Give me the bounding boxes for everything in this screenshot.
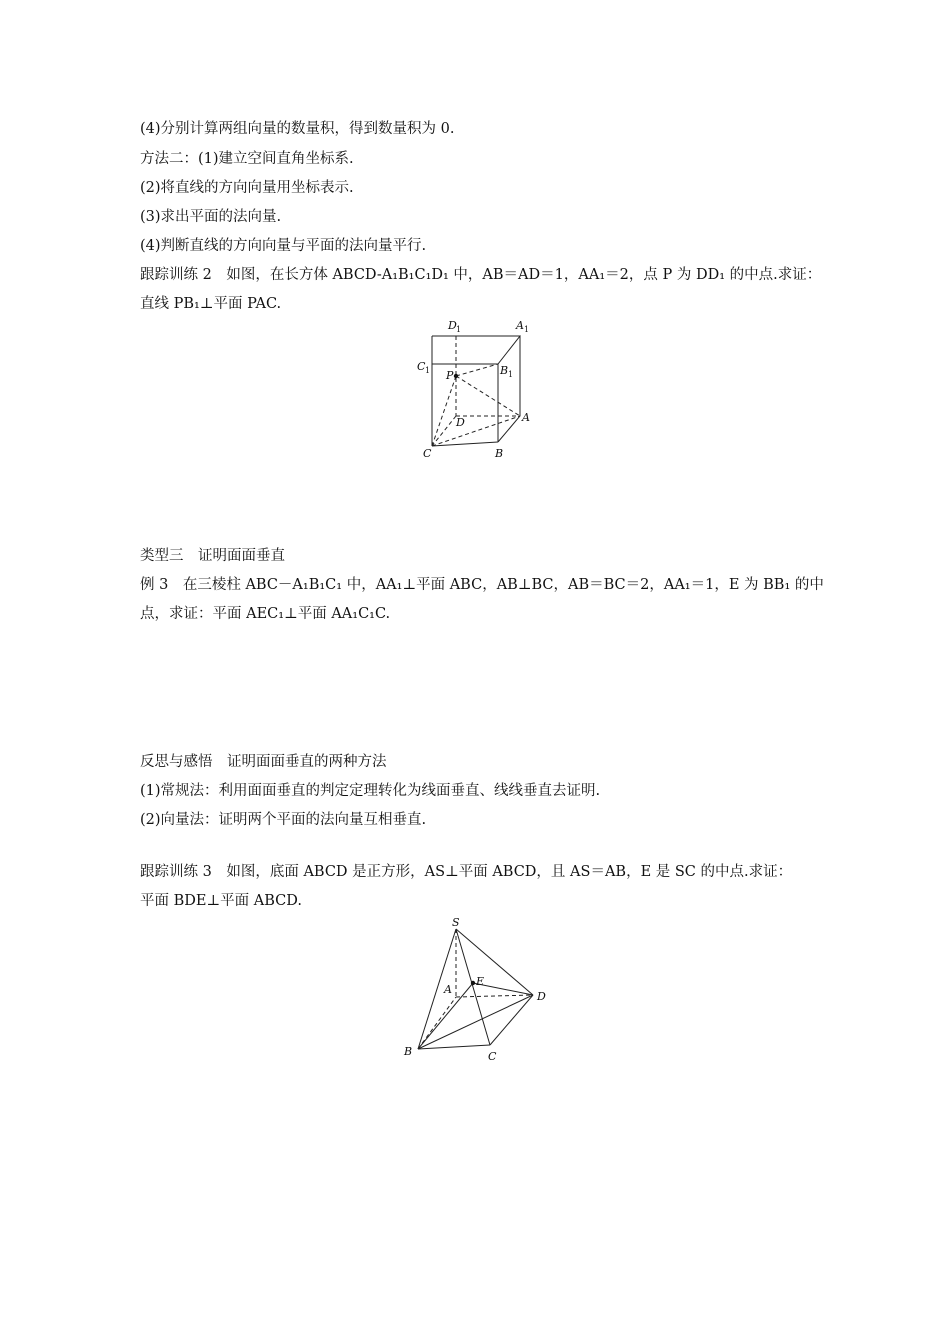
label-d: D <box>456 416 465 429</box>
label-a: A <box>522 411 530 424</box>
label-c1: C <box>417 360 426 373</box>
label-d1-sub: 1 <box>456 325 462 334</box>
exercise2-line2: 直线 PB₁⊥平面 PAC. <box>140 296 282 312</box>
reflection-title: 反思与感悟 证明面面垂直的两种方法 <box>140 754 387 770</box>
exercise2-line1: 跟踪训练 2 如图，在长方体 ABCD-A₁B₁C₁D₁ 中，AB＝AD＝1，AA₁＝2，点 P 为 DD₁ 的中点.求证： <box>140 267 822 283</box>
label-a1: A <box>516 319 524 332</box>
reflection-item2: (2)向量法：证明两个平面的法向量互相垂直. <box>140 812 427 828</box>
label-p: P <box>446 369 454 382</box>
label-b1: B <box>500 364 509 377</box>
point-e <box>471 981 475 985</box>
label-b1-sub: 1 <box>508 370 514 379</box>
reflection-item1: (1)常规法：利用面面垂直的判定定理转化为线面垂直、线线垂直去证明. <box>140 783 601 799</box>
label-e: E <box>476 975 485 988</box>
label-d1: D <box>448 319 457 332</box>
label-b: B <box>495 447 504 460</box>
figure-cuboid <box>410 315 540 465</box>
figure-pyramid <box>398 915 558 1070</box>
label-c: C <box>488 1050 497 1063</box>
example3-line2: 点，求证：平面 AEC₁⊥平面 AA₁C₁C. <box>140 606 391 622</box>
label-c: C <box>423 447 432 460</box>
label-s: S <box>452 916 460 929</box>
line-method2: 方法二：(1)建立空间直角坐标系. <box>140 151 354 167</box>
point-p <box>454 374 458 378</box>
line-step4: (4)分别计算两组向量的数量积，得到数量积为 0. <box>140 121 455 137</box>
label-b: B <box>404 1045 413 1058</box>
label-d: D <box>537 990 546 1003</box>
label-a: A <box>444 983 452 996</box>
section-type3-title: 类型三 证明面面垂直 <box>140 548 285 564</box>
line-step3: (3)求出平面的法向量. <box>140 209 282 225</box>
exercise3-line2: 平面 BDE⊥平面 ABCD. <box>140 893 302 909</box>
line-step2: (2)将直线的方向向量用坐标表示. <box>140 180 354 196</box>
line-step4b: (4)判断直线的方向向量与平面的法向量平行. <box>140 238 427 254</box>
example3-line1: 例 3 在三棱柱 ABC－A₁B₁C₁ 中，AA₁⊥平面 ABC，AB⊥BC，AB＝BC＝2，AA₁＝1，E 为 BB₁ 的中 <box>140 577 824 593</box>
label-c1-sub: 1 <box>425 366 431 375</box>
exercise3-line1: 跟踪训练 3 如图，底面 ABCD 是正方形，AS⊥平面 ABCD，且 AS＝AB，E 是 SC 的中点.求证： <box>140 864 793 880</box>
label-a1-sub: 1 <box>524 325 530 334</box>
